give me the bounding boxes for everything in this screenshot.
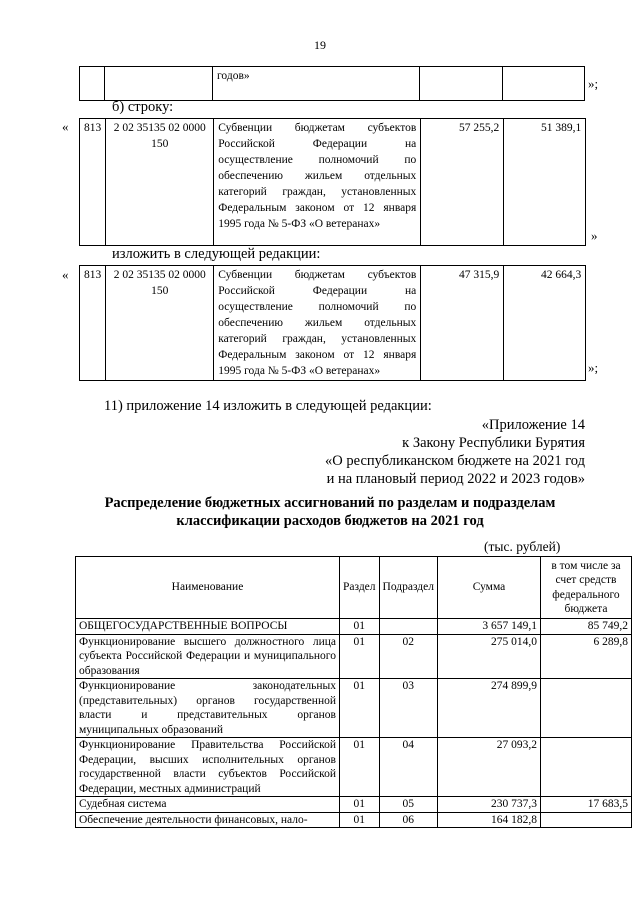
header-podrazdel: Подраздел (379, 557, 437, 619)
old-open-quote: « (62, 119, 69, 134)
row-sum: 230 737,3 (438, 797, 541, 813)
appendix-line-4: и на плановый период 2022 и 2023 годов» (326, 471, 585, 487)
row-podrazdel: 04 (379, 738, 437, 797)
new-v2022: 42 664,3 (504, 266, 586, 381)
continuation-table (79, 66, 585, 101)
row-sum: 27 093,2 (438, 738, 541, 797)
row-federal (541, 679, 632, 738)
title-line-1: Распределение бюджетных ассигнований по разделам и подразделам (104, 495, 556, 511)
row-sum: 275 014,0 (438, 634, 541, 679)
old-desc: Субвенции бюджетам субъектов Российской Федерации на осуществление полномочий по обеспечению жильем отдельных категорий граждан, установленных Федеральным законом от 12 января 1995 года № 5-ФЗ «О ветеранах» (214, 119, 421, 246)
instruction-b: б) строку: (112, 99, 174, 115)
instruction-new: изложить в следующей редакции: (112, 246, 321, 262)
row-federal (541, 738, 632, 797)
new-close-quote: »; (588, 360, 599, 375)
row-federal: 85 749,2 (541, 619, 632, 635)
row-razdel: 01 (340, 797, 380, 813)
row-sum: 3 657 149,1 (438, 619, 541, 635)
title-line-2: классификации расходов бюджетов на 2021 год (176, 513, 484, 529)
old-kbk: 2 02 35135 02 0000 150 (106, 119, 214, 246)
appendix-line-1: «Приложение 14 (481, 417, 585, 433)
document-title (60, 494, 600, 530)
table-row (76, 812, 632, 828)
row-federal: 17 683,5 (541, 797, 632, 813)
row-razdel: 01 (340, 634, 380, 679)
table-row (76, 797, 632, 813)
table-header-row (76, 557, 632, 619)
row-podrazdel: 03 (379, 679, 437, 738)
row-name: Судебная система (76, 797, 340, 813)
old-row-table (79, 118, 586, 246)
table-row (76, 619, 632, 635)
header-sum: Сумма (438, 557, 541, 619)
row-federal (541, 812, 632, 828)
budget-table (75, 556, 632, 828)
old-close-quote: » (591, 228, 598, 243)
row-sum: 274 899,9 (438, 679, 541, 738)
table-row (76, 634, 632, 679)
row-razdel: 01 (340, 619, 380, 635)
row-name: Функционирование законодательных (представительных) органов государственной власти и представительных органов муниципальных образований (76, 679, 340, 738)
row-podrazdel: 06 (379, 812, 437, 828)
header-razdel: Раздел (340, 557, 380, 619)
row-podrazdel: 02 (379, 634, 437, 679)
old-v2021: 57 255,2 (421, 119, 504, 246)
page-number: 19 (314, 38, 326, 52)
row-name: Обеспечение деятельности финансовых, нало- (76, 812, 340, 828)
header-federal: в том числе за счет средств федерального бюджета (541, 557, 632, 619)
row-razdel: 01 (340, 812, 380, 828)
row-razdel: 01 (340, 738, 380, 797)
cont-close-quote: »; (588, 76, 599, 91)
new-open-quote: « (62, 267, 69, 282)
new-v2021: 47 315,9 (421, 266, 504, 381)
row-federal: 6 289,8 (541, 634, 632, 679)
row-name: Функционирование высшего должностного лица субъекта Российской Федерации и муниципального образования (76, 634, 340, 679)
new-code: 813 (80, 266, 106, 381)
row-podrazdel (379, 619, 437, 635)
table-row (76, 679, 632, 738)
header-name: Наименование (76, 557, 340, 619)
row-name: ОБЩЕГОСУДАРСТВЕННЫЕ ВОПРОСЫ (76, 619, 340, 635)
row-razdel: 01 (340, 679, 380, 738)
table-row (76, 738, 632, 797)
row-name: Функционирование Правительства Российской Федерации, высших исполнительных органов государственной власти субъектов Российской Федерации, местных администраций (76, 738, 340, 797)
appendix-heading (325, 416, 585, 488)
cont-desc: годов» (213, 67, 420, 101)
old-v2022: 51 389,1 (504, 119, 586, 246)
item-11: 11) приложение 14 изложить в следующей редакции: (104, 398, 432, 414)
new-kbk: 2 02 35135 02 0000 150 (106, 266, 214, 381)
new-row-table (79, 265, 586, 381)
appendix-line-3: «О республиканском бюджете на 2021 год (325, 453, 585, 469)
new-desc: Субвенции бюджетам субъектов Российской Федерации на осуществление полномочий по обеспечению жильем отдельных категорий граждан, установленных Федеральным законом от 12 января 1995 года № 5-ФЗ «О ветеранах» (214, 266, 421, 381)
appendix-line-2: к Закону Республики Бурятия (402, 435, 585, 451)
row-sum: 164 182,8 (438, 812, 541, 828)
row-podrazdel: 05 (379, 797, 437, 813)
old-code: 813 (80, 119, 106, 246)
units-label: (тыс. рублей) (484, 539, 561, 554)
